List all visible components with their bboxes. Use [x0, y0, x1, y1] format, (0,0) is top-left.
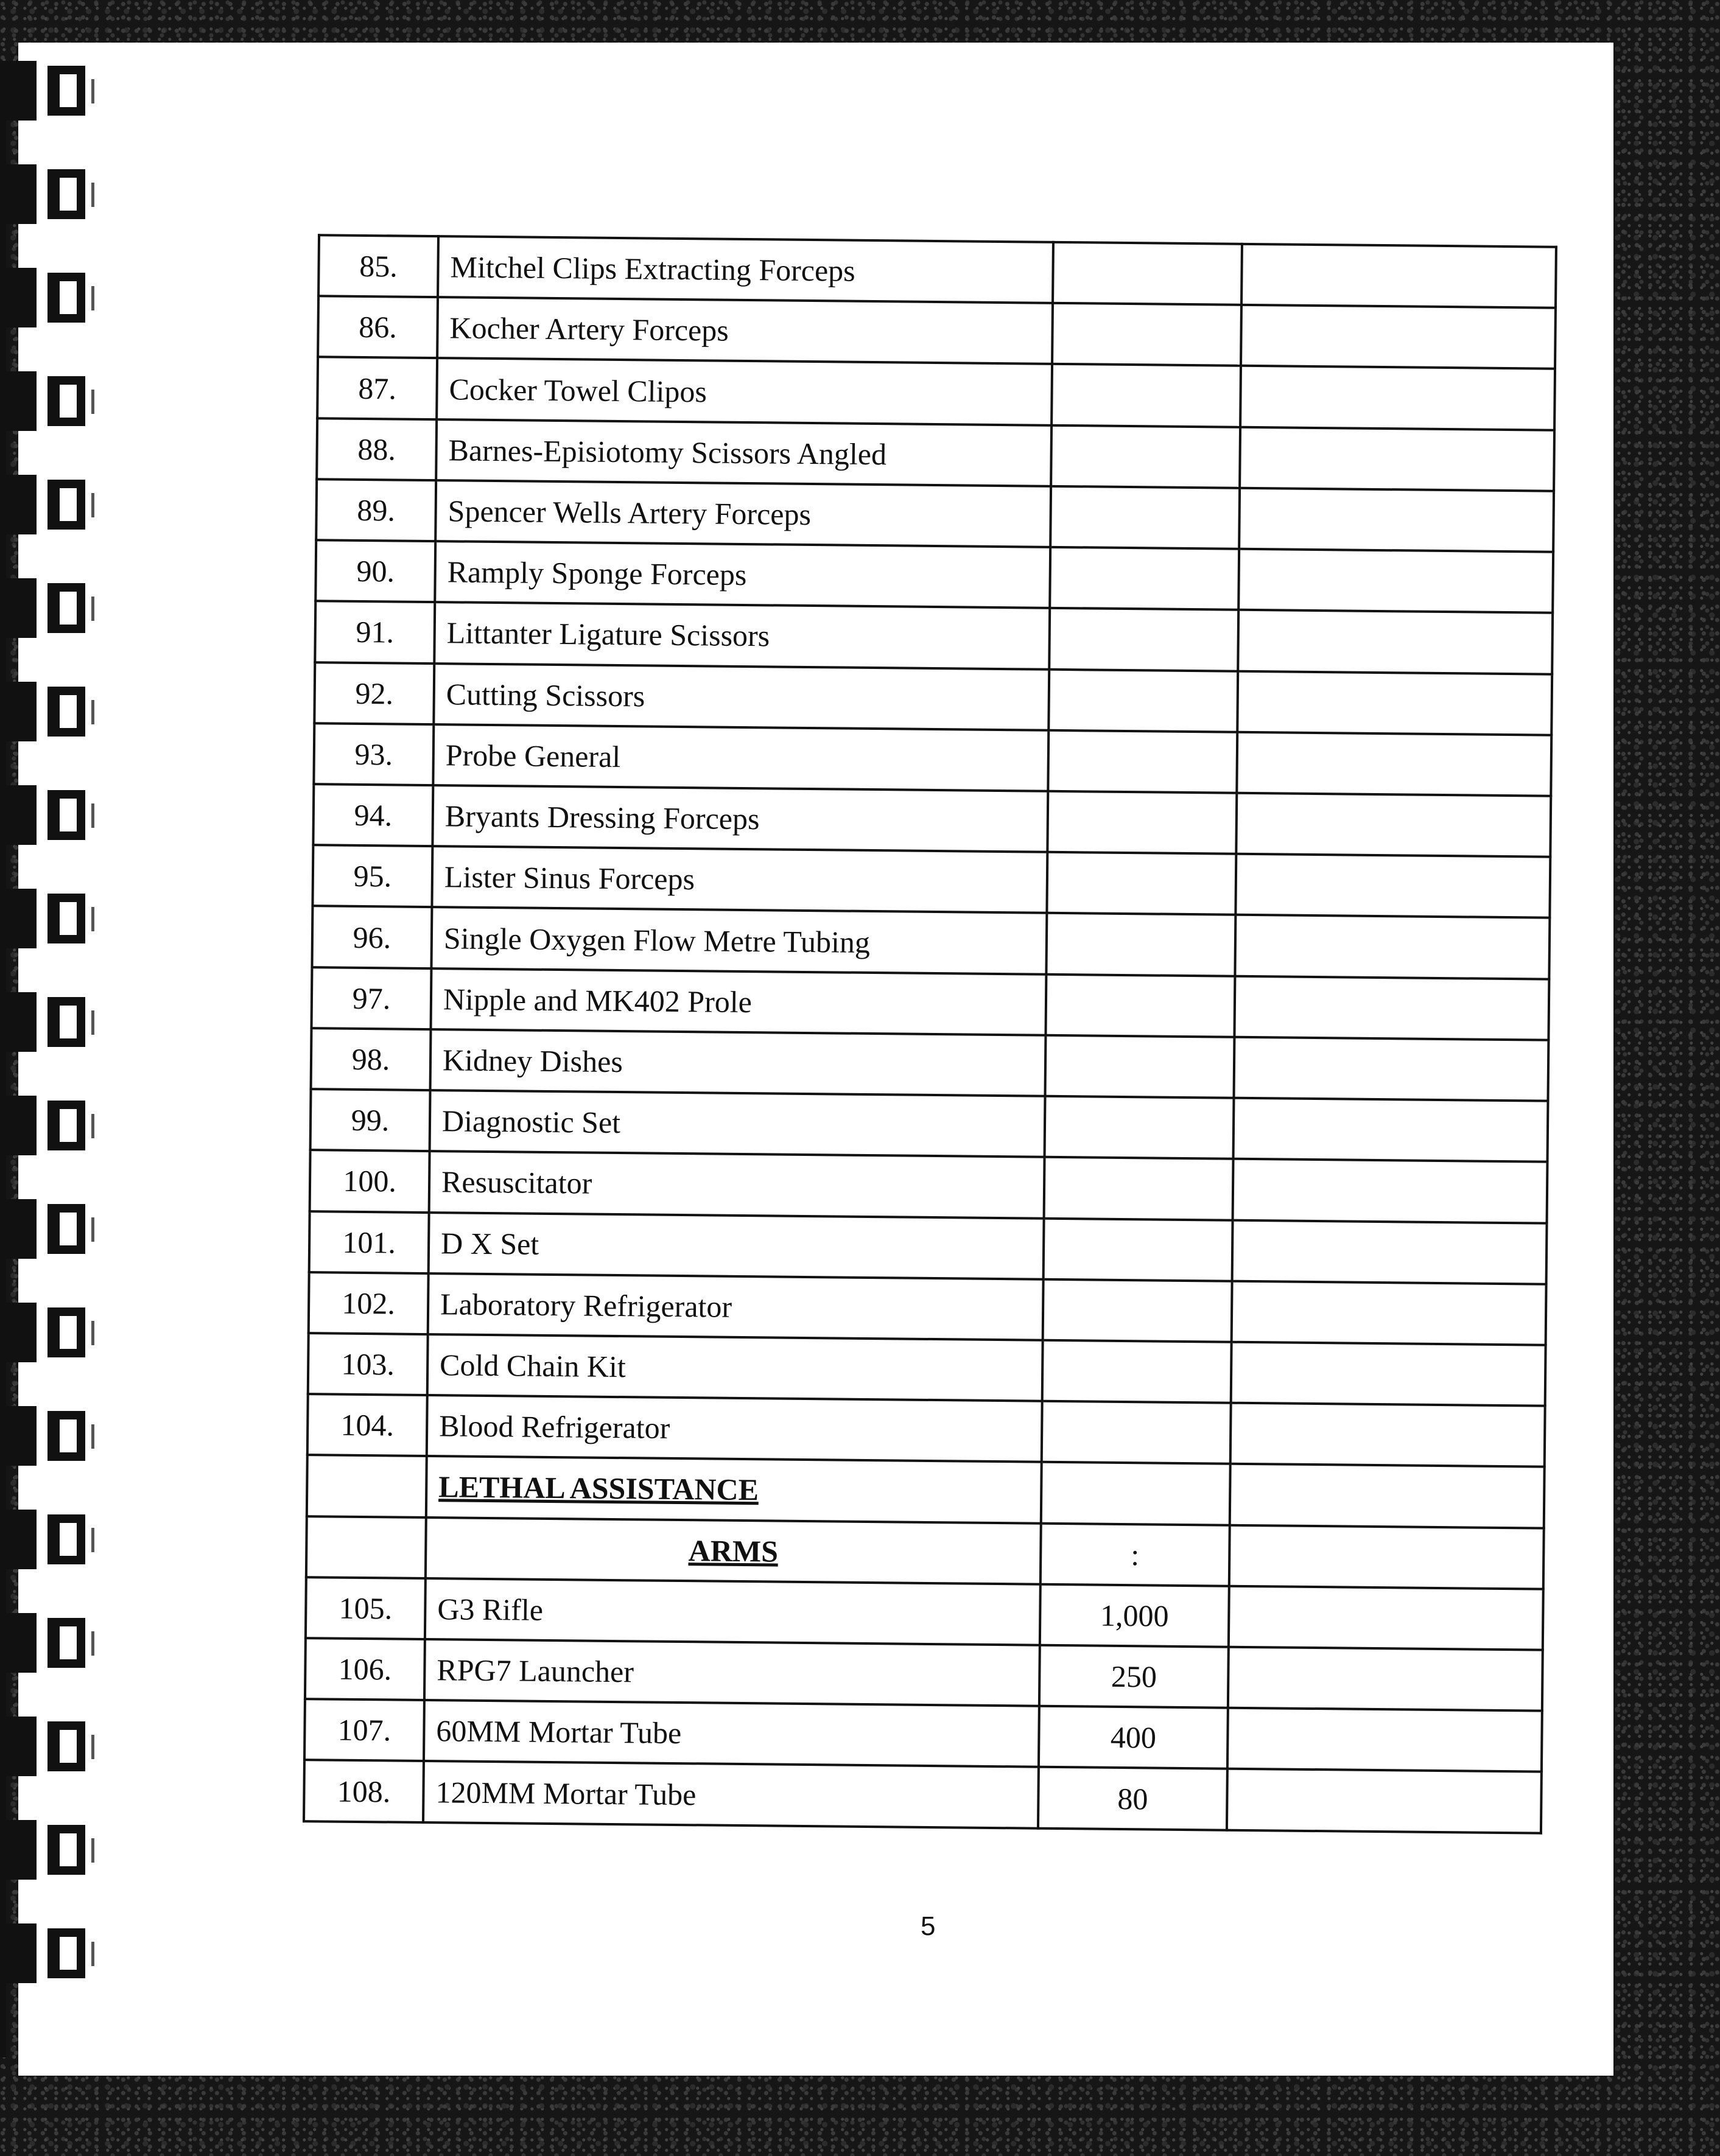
item-remarks — [1238, 549, 1553, 613]
item-number: 88. — [317, 418, 437, 480]
item-quantity — [1045, 1096, 1234, 1159]
item-quantity — [1052, 303, 1241, 366]
binding-coil — [0, 61, 100, 121]
item-number — [306, 1516, 426, 1578]
table-row — [317, 357, 1555, 430]
item-description: Nipple and MK402 Prole — [431, 968, 1047, 1035]
item-description: D X Set — [429, 1213, 1044, 1279]
binding-coil — [0, 578, 100, 638]
table-row — [306, 1577, 1543, 1650]
item-number: 100. — [310, 1150, 430, 1212]
item-quantity: 1,000 — [1040, 1584, 1229, 1647]
item-remarks — [1235, 915, 1550, 979]
item-quantity: 400 — [1039, 1706, 1228, 1769]
binding-coil — [0, 1820, 100, 1880]
item-number: 104. — [307, 1394, 427, 1456]
item-description: Cutting Scissors — [434, 663, 1049, 730]
table-row — [313, 784, 1551, 857]
spiral-binding — [0, 37, 116, 2045]
item-remarks — [1234, 976, 1549, 1040]
item-quantity — [1047, 852, 1236, 915]
binding-coil — [0, 1406, 100, 1466]
binding-coil — [0, 889, 100, 948]
item-number: 93. — [314, 723, 434, 785]
section-heading: ARMS — [426, 1517, 1041, 1584]
item-quantity — [1047, 791, 1237, 854]
item-number: 99. — [311, 1089, 430, 1151]
item-quantity — [1048, 730, 1237, 793]
item-remarks — [1230, 1403, 1545, 1467]
item-remarks — [1238, 610, 1553, 674]
binding-coil — [0, 268, 100, 327]
item-description: 60MM Mortar Tube — [424, 1700, 1039, 1767]
binding-coil — [0, 475, 100, 534]
item-quantity — [1042, 1340, 1232, 1403]
item-remarks — [1232, 1281, 1546, 1345]
item-number: 105. — [306, 1577, 426, 1639]
item-description: Diagnostic Set — [430, 1090, 1045, 1157]
item-description: RPG7 Launcher — [424, 1639, 1040, 1706]
item-number: 108. — [304, 1760, 424, 1822]
item-description: Cocker Towel Clipos — [437, 359, 1052, 425]
item-quantity — [1051, 364, 1241, 427]
table-row — [314, 723, 1551, 796]
item-number — [307, 1455, 427, 1517]
binding-coil — [0, 682, 100, 741]
item-number: 95. — [312, 845, 432, 907]
item-remarks — [1234, 1037, 1548, 1101]
item-number: 107. — [304, 1699, 424, 1761]
item-remarks — [1237, 732, 1551, 796]
item-quantity — [1050, 486, 1240, 549]
item-number: 86. — [318, 296, 438, 358]
item-quantity: 250 — [1039, 1645, 1229, 1708]
items-table — [303, 234, 1557, 1834]
item-number: 92. — [314, 662, 434, 724]
item-description: Laboratory Refrigerator — [428, 1273, 1044, 1340]
item-description: Littanter Ligature Scissors — [434, 602, 1050, 669]
table-row — [306, 1516, 1544, 1589]
item-quantity — [1049, 608, 1238, 671]
item-number: 98. — [311, 1028, 431, 1090]
item-description: Cold Chain Kit — [427, 1334, 1043, 1401]
item-quantity — [1044, 1157, 1234, 1220]
section-heading: LETHAL ASSISTANCE — [426, 1456, 1042, 1523]
table-row — [310, 1150, 1548, 1223]
item-quantity — [1046, 913, 1235, 976]
item-description: Spencer Wells Artery Forceps — [435, 480, 1051, 547]
item-number: 101. — [309, 1211, 429, 1273]
binding-coil — [0, 371, 100, 431]
table-row — [312, 967, 1550, 1040]
item-remarks — [1240, 427, 1554, 491]
item-description: Barnes-Episiotomy Scissors Angled — [436, 419, 1051, 486]
item-remarks — [1232, 1220, 1547, 1284]
binding-coil — [0, 1199, 100, 1259]
item-description: Kocher Artery Forceps — [437, 297, 1053, 364]
binding-coil — [0, 1717, 100, 1776]
table-row — [305, 1638, 1543, 1711]
item-remarks — [1241, 305, 1556, 369]
item-quantity — [1044, 1218, 1233, 1281]
binding-coil — [0, 1303, 100, 1362]
binding-coil — [0, 164, 100, 224]
table-row — [315, 601, 1553, 674]
item-description: Bryants Dressing Forceps — [432, 785, 1048, 852]
binding-coil — [0, 1613, 100, 1673]
table-row — [311, 1089, 1548, 1162]
item-remarks — [1227, 1708, 1542, 1772]
item-quantity: : — [1041, 1523, 1230, 1586]
item-remarks — [1231, 1342, 1546, 1406]
item-number: 96. — [312, 906, 432, 968]
item-number: 89. — [316, 479, 436, 541]
page-number: 5 — [921, 1911, 936, 1941]
item-remarks — [1236, 793, 1551, 857]
item-quantity — [1048, 669, 1238, 732]
item-description: 120MM Mortar Tube — [423, 1761, 1039, 1828]
table-row — [304, 1760, 1542, 1833]
item-description: Mitchel Clips Extracting Forceps — [438, 236, 1053, 303]
item-remarks — [1235, 854, 1550, 918]
item-number: 102. — [309, 1272, 429, 1334]
item-remarks — [1233, 1159, 1548, 1223]
table-row — [308, 1333, 1546, 1406]
item-quantity: 80 — [1038, 1767, 1227, 1830]
item-description: G3 Rifle — [425, 1578, 1041, 1645]
item-number: 97. — [312, 967, 432, 1029]
item-description: Kidney Dishes — [430, 1029, 1046, 1096]
item-quantity — [1045, 974, 1235, 1037]
item-number: 94. — [313, 784, 433, 846]
item-remarks — [1229, 1525, 1544, 1589]
item-remarks — [1228, 1647, 1543, 1711]
item-description: Lister Sinus Forceps — [432, 846, 1047, 913]
item-quantity — [1042, 1401, 1231, 1464]
item-number: 85. — [318, 235, 438, 297]
item-number: 90. — [315, 540, 435, 602]
item-description: Blood Refrigerator — [427, 1395, 1042, 1462]
item-remarks — [1230, 1464, 1545, 1528]
table-row — [312, 845, 1550, 918]
binding-coil — [0, 992, 100, 1052]
table-row — [309, 1211, 1547, 1284]
item-quantity — [1053, 242, 1242, 305]
table-row — [314, 662, 1552, 735]
item-number: 106. — [305, 1638, 425, 1700]
table-row — [307, 1394, 1545, 1467]
item-remarks — [1241, 244, 1556, 308]
item-quantity — [1041, 1462, 1230, 1525]
item-description: Resuscitator — [429, 1151, 1045, 1218]
binding-coil — [0, 785, 100, 845]
table-row — [318, 296, 1556, 369]
item-remarks — [1237, 671, 1552, 735]
item-description: Single Oxygen Flow Metre Tubing — [431, 907, 1047, 974]
item-remarks — [1239, 488, 1554, 552]
item-remarks — [1229, 1586, 1543, 1650]
item-number: 103. — [308, 1333, 428, 1395]
binding-coil — [0, 1510, 100, 1569]
item-quantity — [1050, 547, 1239, 610]
table-row — [311, 1028, 1549, 1101]
items-table-body — [304, 235, 1556, 1833]
item-number: 91. — [315, 601, 435, 663]
table-row — [318, 235, 1556, 308]
item-description: Ramply Sponge Forceps — [435, 541, 1050, 608]
table-row — [304, 1699, 1542, 1772]
table-row — [307, 1455, 1545, 1528]
table-row — [309, 1272, 1546, 1345]
item-number: 87. — [317, 357, 437, 419]
item-description: Probe General — [433, 724, 1048, 791]
item-remarks — [1240, 366, 1555, 430]
binding-coil — [0, 1923, 100, 1983]
item-remarks — [1234, 1098, 1548, 1162]
item-quantity — [1045, 1035, 1235, 1098]
table-row — [317, 418, 1554, 491]
table-row — [315, 540, 1553, 613]
item-remarks — [1227, 1769, 1542, 1833]
binding-coil — [0, 1096, 100, 1155]
table-row — [312, 906, 1550, 979]
table-row — [316, 479, 1554, 552]
item-quantity — [1043, 1279, 1232, 1342]
item-quantity — [1051, 425, 1240, 488]
